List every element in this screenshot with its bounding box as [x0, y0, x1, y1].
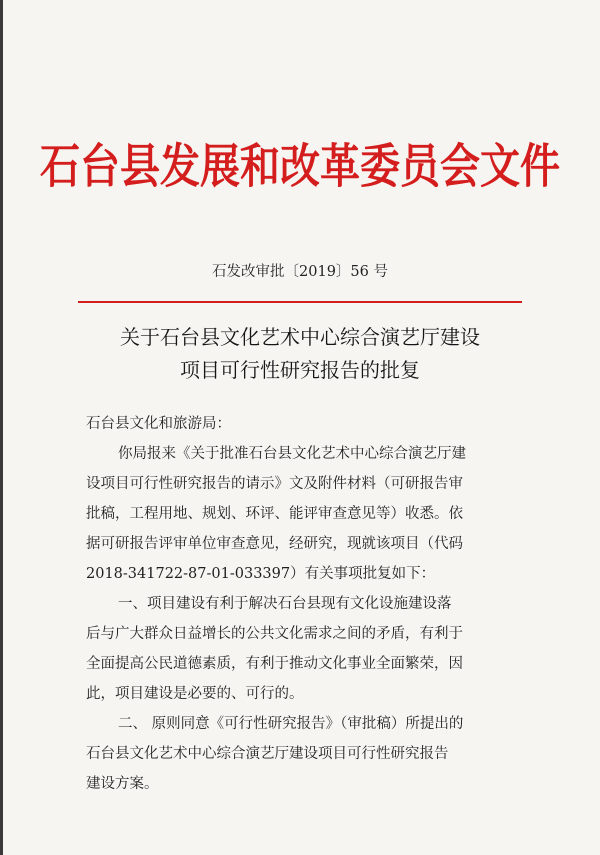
addressee: 石台县文化和旅游局：: [86, 416, 231, 432]
subject-line-2: 项目可行性研究报告的批复: [180, 358, 420, 382]
document-header-title: 石台县发展和改革委员会文件: [40, 138, 560, 195]
body-line: 你局报来《关于批准石台县文化艺术中心综合演艺厅建: [118, 446, 466, 462]
body-line: 石台县文化艺术中心综合演艺厅建设项目可行性研究报告: [86, 746, 449, 762]
body-line: 此，项目建设是必要的、可行的。: [86, 686, 304, 702]
body-line: 批稿，工程用地、规划、环评、能评审查意见等）收悉。依: [86, 506, 463, 522]
red-divider-line: [78, 301, 522, 303]
document-number: 石发改审批〔2019〕56 号: [212, 264, 388, 280]
body-line: 建设方案。: [86, 776, 159, 792]
body-line: 全面提高公民道德素质，有利于推动文化事业全面繁荣，因: [86, 656, 463, 672]
subject-line-1: 关于石台县文化艺术中心综合演艺厅建设: [120, 325, 480, 349]
scan-edge: [0, 0, 3, 855]
body-line: 一、项目建设有利于解决石台县现有文化设施建设落: [118, 596, 452, 612]
body-line: 二、 原则同意《可行性研究报告》（审批稿）所提出的: [118, 716, 464, 732]
body-line: 设项目可行性研究报告的请示》文及附件材料（可研报告审: [86, 476, 463, 492]
body-line: 后与广大群众日益增长的公共文化需求之间的矛盾，有利于: [86, 626, 463, 642]
body-line: 2018-341722-87-01-033397）有关事项批复如下：: [86, 566, 436, 582]
body-line: 据可研报告评审单位审查意见，经研究，现就该项目（代码: [86, 536, 463, 552]
